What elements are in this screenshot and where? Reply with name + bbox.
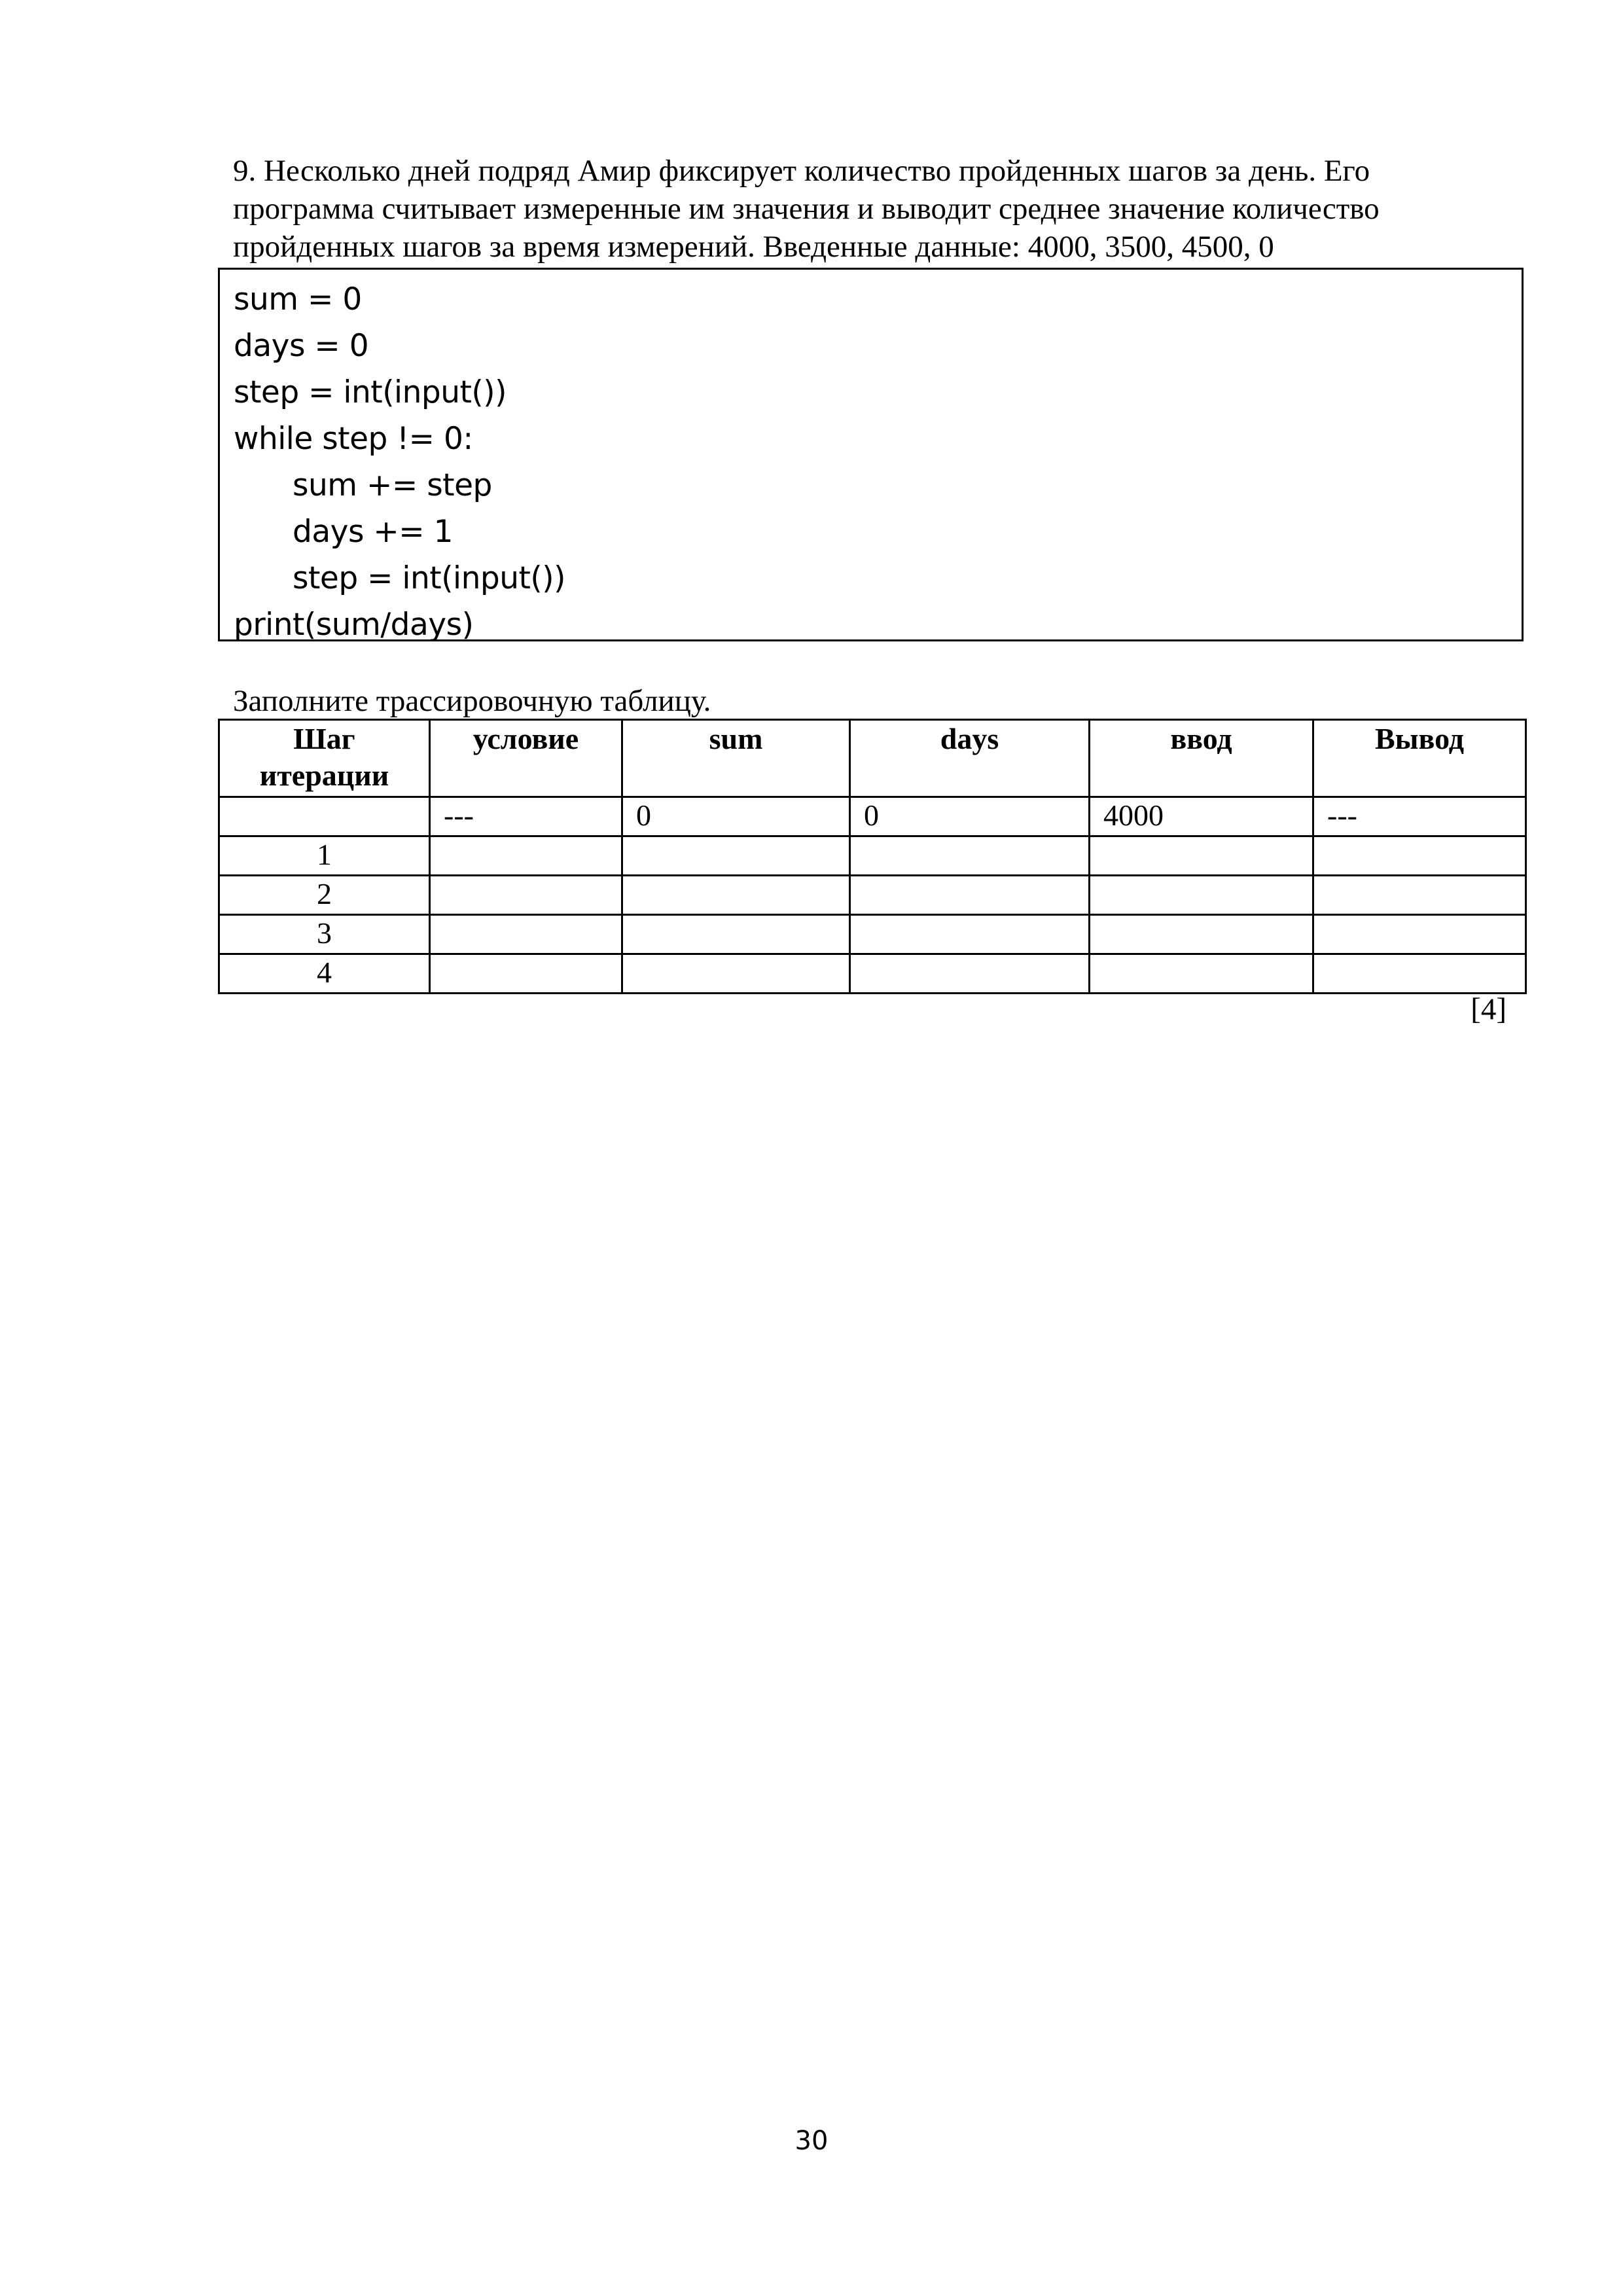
cell-sum: 0: [622, 797, 850, 836]
cell-days: [850, 915, 1090, 954]
table-header-row: [219, 720, 1526, 797]
code-line: step = int(input()): [293, 560, 565, 596]
cell-condition: [430, 954, 622, 994]
cell-days: 0: [850, 797, 1090, 836]
table-row: [219, 836, 1526, 876]
header-condition: условие: [430, 720, 622, 797]
cell-input: [1090, 954, 1313, 994]
cell-input: [1090, 876, 1313, 915]
cell-input: [1090, 836, 1313, 876]
cell-condition: [430, 836, 622, 876]
cell-iteration: 1: [219, 836, 430, 876]
cell-iteration: [219, 797, 430, 836]
cell-condition: [430, 876, 622, 915]
instruction-text: Заполните трассировочную таблицу.: [233, 684, 711, 718]
cell-condition: ---: [430, 797, 622, 836]
trace-table: [218, 719, 1527, 994]
header-days: days: [850, 720, 1090, 797]
cell-sum: [622, 876, 850, 915]
cell-iteration: 4: [219, 954, 430, 994]
cell-output: [1313, 954, 1526, 994]
header-output: Вывод: [1313, 720, 1526, 797]
code-line: days += 1: [293, 514, 453, 550]
code-line: days = 0: [234, 328, 369, 364]
cell-days: [850, 876, 1090, 915]
table-row: [219, 915, 1526, 954]
table-row: [219, 876, 1526, 915]
cell-iteration: 2: [219, 876, 430, 915]
table-row: [219, 797, 1526, 836]
cell-condition: [430, 915, 622, 954]
code-line: sum = 0: [234, 281, 362, 317]
code-line: sum += step: [293, 467, 492, 503]
cell-sum: [622, 836, 850, 876]
cell-input: [1090, 915, 1313, 954]
cell-output: [1313, 836, 1526, 876]
cell-days: [850, 954, 1090, 994]
cell-output: [1313, 876, 1526, 915]
code-listing: [218, 268, 1524, 641]
header-input: ввод: [1090, 720, 1313, 797]
cell-input: 4000: [1090, 797, 1313, 836]
cell-days: [850, 836, 1090, 876]
table-row: [219, 954, 1526, 994]
header-iteration-step: Шаг итерации: [219, 720, 430, 797]
cell-sum: [622, 954, 850, 994]
header-sum: sum: [622, 720, 850, 797]
code-line: print(sum/days): [234, 607, 474, 643]
cell-output: [1313, 915, 1526, 954]
task-text: 9. Несколько дней подряд Амир фиксирует количество пройденных шагов за день. Его программа считывает измеренные им значения и выводит среднее значение количество пройденных шагов за время измерений. Введенные данные: 4000, 3500, 4500, 0: [233, 154, 1380, 264]
code-line: while step != 0:: [234, 421, 473, 457]
score-marks: [4]: [1471, 992, 1507, 1026]
code-line: step = int(input()): [234, 374, 507, 410]
cell-output: ---: [1313, 797, 1526, 836]
cell-sum: [622, 915, 850, 954]
cell-iteration: 3: [219, 915, 430, 954]
page-number: 30: [794, 2126, 829, 2156]
